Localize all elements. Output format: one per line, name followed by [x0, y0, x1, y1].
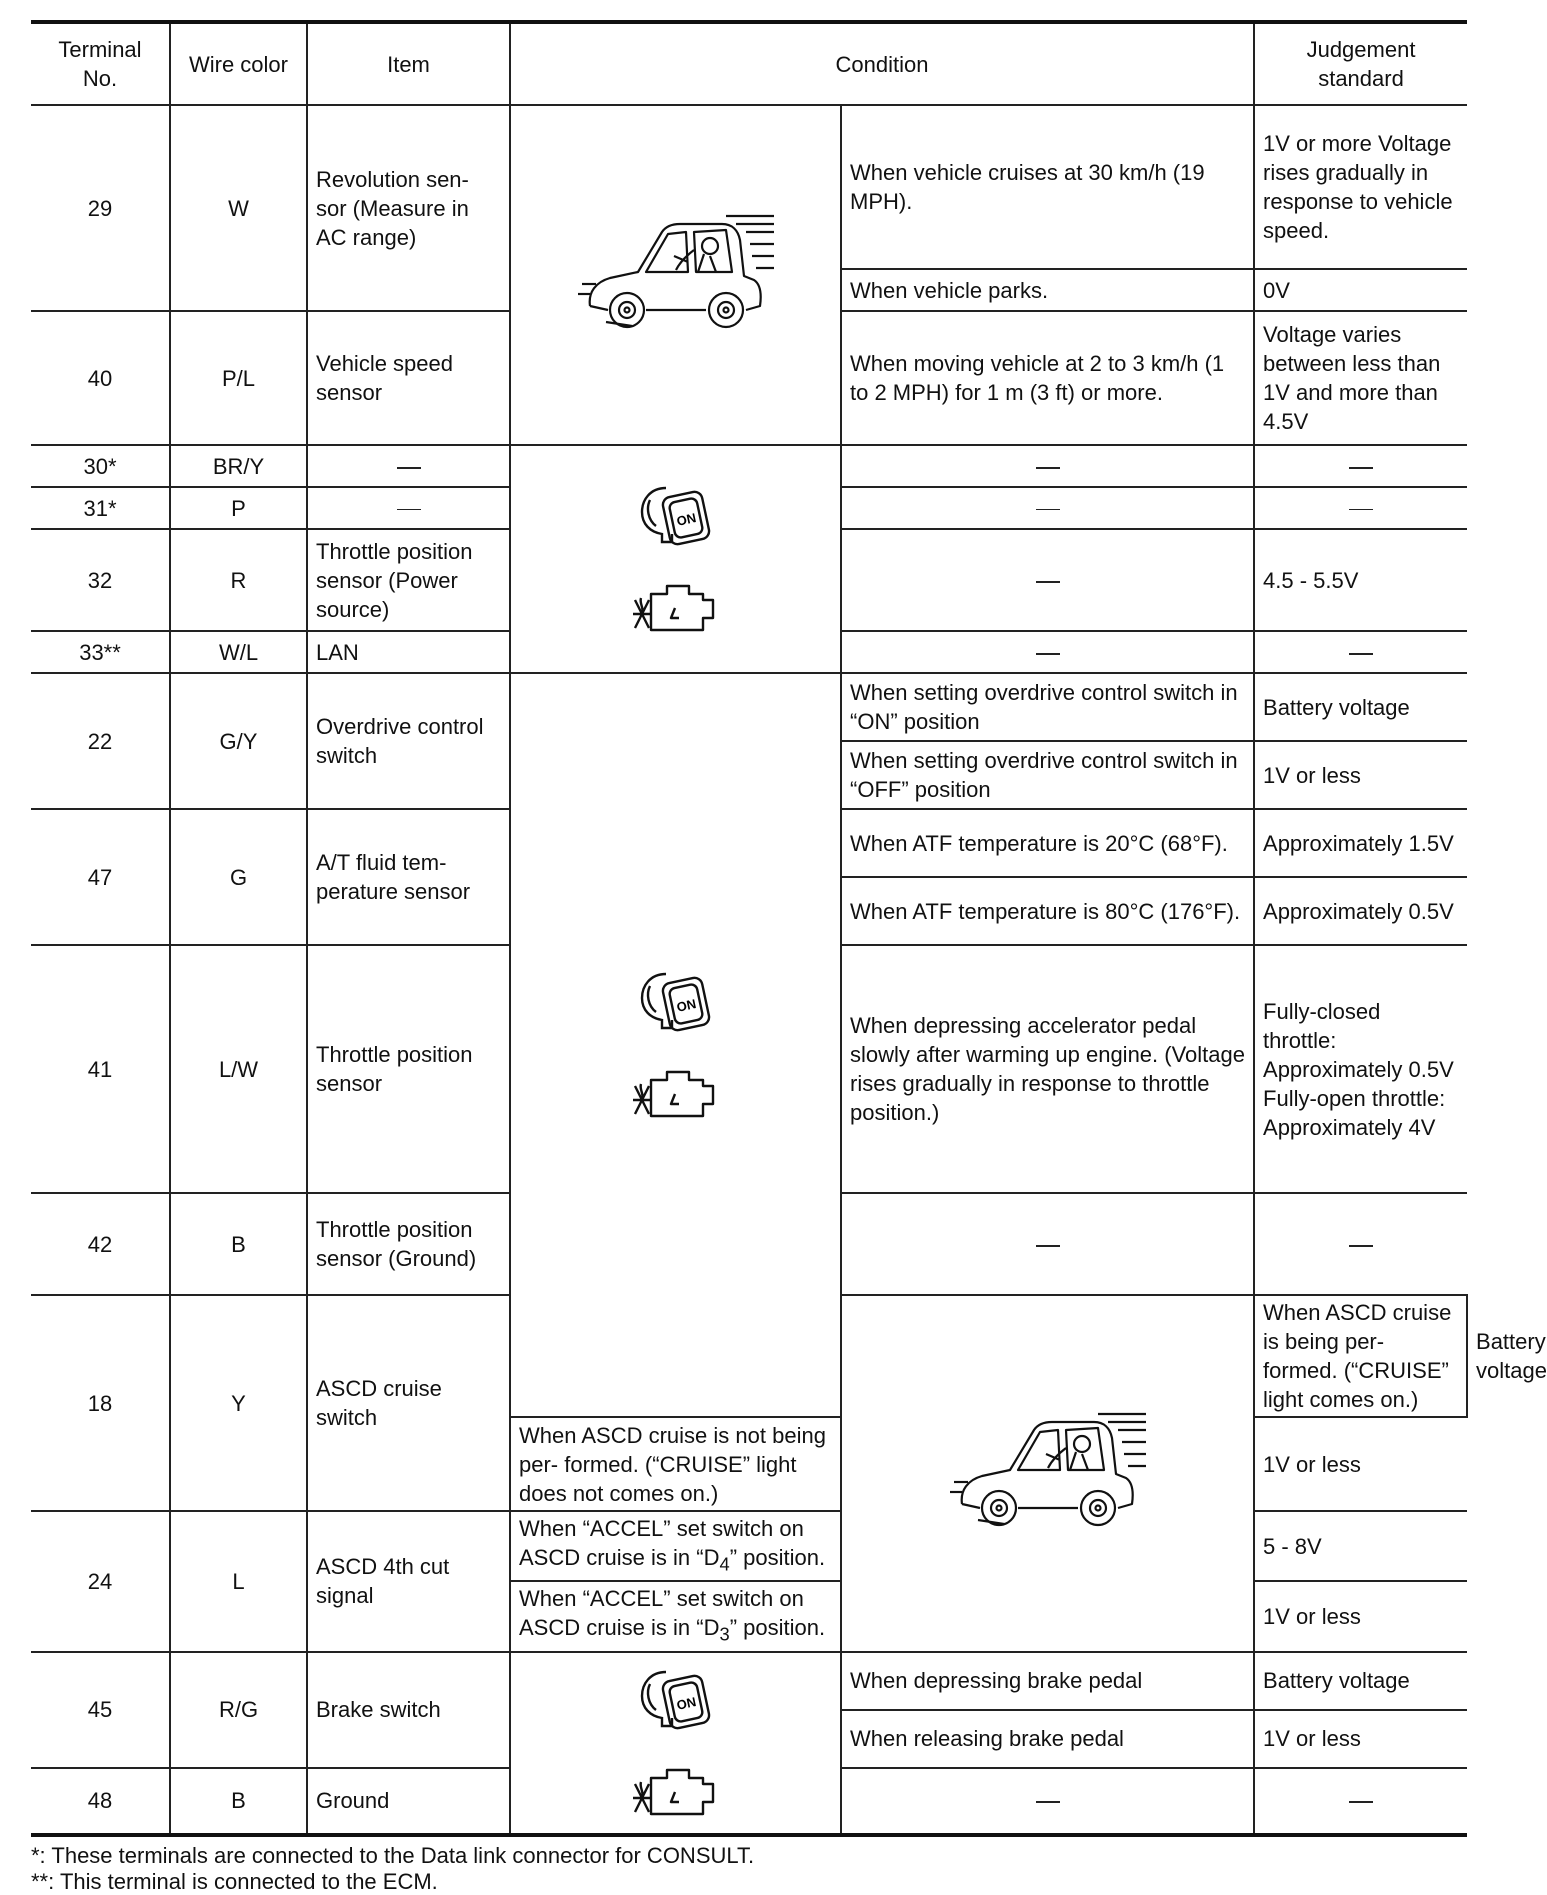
dash-mark	[1036, 581, 1060, 583]
col-header-item: Item	[307, 22, 510, 105]
col-header-wire-color: Wire color	[170, 22, 307, 105]
table-row	[31, 445, 1467, 487]
dash-mark	[1036, 653, 1060, 655]
judgement-cell: Voltage varies between less than 1V and more than 4.5V	[1254, 311, 1467, 445]
condition-cell: When depressing accelerator pedal slowly after warming up engine. (Voltage rises gradually in response to throttle position.)	[841, 945, 1254, 1193]
driving-car-icon	[948, 1408, 1148, 1538]
condition-icon-cell	[510, 1652, 841, 1835]
wire-color-cell: W/L	[170, 631, 307, 673]
wire-color-cell: G/Y	[170, 673, 307, 809]
condition-cell: When ASCD cruise is not being per- formed. (“CRUISE” light does not comes on.)	[510, 1417, 841, 1511]
condition-icon-cell	[510, 445, 841, 673]
judgement-cell: Approximately 1.5V	[1254, 809, 1467, 877]
item-cell: ASCD 4th cut signal	[307, 1511, 510, 1652]
item-cell: Throttle position sensor (Power source)	[307, 529, 510, 631]
condition-icon-cell	[841, 1295, 1254, 1652]
ignition-on-icon	[636, 966, 716, 1036]
terminal-cell: 31*	[31, 487, 170, 529]
judgement-cell	[1254, 1768, 1467, 1835]
terminal-cell: 42	[31, 1193, 170, 1295]
spec-document	[31, 20, 1547, 1895]
footnote: *: These terminals are connected to the Data link connector for CONSULT.	[31, 1842, 755, 1868]
condition-cell	[841, 487, 1254, 529]
condition-cell	[841, 529, 1254, 631]
judgement-cell: 0V	[1254, 269, 1467, 311]
judgement-cell: 1V or less	[1254, 1581, 1467, 1651]
col-header-terminal: Terminal No.	[31, 22, 170, 105]
wire-color-cell: R/G	[170, 1652, 307, 1768]
driving-car-icon	[576, 210, 776, 340]
condition-cell: When releasing brake pedal	[841, 1710, 1254, 1768]
condition-icon-cell	[510, 105, 841, 445]
item-cell: Overdrive control switch	[307, 673, 510, 809]
condition-cell	[841, 1768, 1254, 1835]
condition-icon-cell	[510, 673, 841, 1417]
judgement-cell: 1V or less	[1254, 1417, 1467, 1511]
condition-cell	[510, 1511, 841, 1581]
terminal-cell: 41	[31, 945, 170, 1193]
item-cell: Ground	[307, 1768, 510, 1835]
item-cell	[307, 487, 510, 529]
table-row	[31, 105, 1467, 269]
condition-text: ” position.	[729, 1545, 826, 1570]
dash-mark	[1036, 1801, 1060, 1803]
condition-cell: When vehicle cruises at 30 km/h (19 MPH).	[841, 105, 1254, 269]
terminal-cell: 40	[31, 311, 170, 445]
ignition-on-icon	[636, 1664, 716, 1734]
wire-color-cell: L	[170, 1511, 307, 1652]
dash-mark	[397, 467, 421, 469]
item-cell: Vehicle speed sensor	[307, 311, 510, 445]
terminal-cell: 33**	[31, 631, 170, 673]
footnotes	[31, 1843, 1467, 1895]
wire-color-cell: P	[170, 487, 307, 529]
item-cell: LAN	[307, 631, 510, 673]
dash-mark	[1036, 1245, 1060, 1247]
item-cell	[307, 445, 510, 487]
terminal-cell: 45	[31, 1652, 170, 1768]
condition-text: When “ACCEL” set switch on ASCD cruise is in “D	[519, 1516, 804, 1570]
condition-cell	[841, 631, 1254, 673]
wire-color-cell: R	[170, 529, 307, 631]
item-cell: Brake switch	[307, 1652, 510, 1768]
condition-cell: When setting overdrive control switch in “ON” position	[841, 673, 1254, 741]
dash-mark	[1349, 509, 1373, 510]
terminal-cell: 30*	[31, 445, 170, 487]
judgement-cell	[1254, 631, 1467, 673]
table-row: 18 Y ASCD cruise switch When ASCD cruise is being per- formed. (“CRUISE” light comes on.) Battery voltage	[31, 1295, 1467, 1417]
terminal-cell: 48	[31, 1768, 170, 1835]
wire-color-cell: P/L	[170, 311, 307, 445]
judgement-cell	[1254, 1193, 1467, 1295]
wire-color-cell: BR/Y	[170, 445, 307, 487]
condition-cell: When depressing brake pedal	[841, 1652, 1254, 1710]
item-cell: Throttle position sensor	[307, 945, 510, 1193]
table-row	[31, 673, 1467, 741]
condition-cell: When setting overdrive control switch in “OFF” position	[841, 741, 1254, 809]
condition-cell: When ATF temperature is 20°C (68°F).	[841, 809, 1254, 877]
col-header-condition: Condition	[510, 22, 1254, 105]
judgement-cell: Battery voltage	[1254, 1652, 1467, 1710]
item-cell: Revolution sen- sor (Measure in AC range)	[307, 105, 510, 311]
wire-color-cell: W	[170, 105, 307, 311]
condition-cell: When ATF temperature is 80°C (176°F).	[841, 877, 1254, 945]
wire-color-cell: L/W	[170, 945, 307, 1193]
engine-stopped-icon	[631, 1064, 721, 1124]
dash-mark	[397, 509, 421, 510]
judgement-cell: Approximately 0.5V	[1254, 877, 1467, 945]
judgement-cell: 4.5 - 5.5V	[1254, 529, 1467, 631]
item-cell: ASCD cruise switch	[307, 1295, 510, 1511]
condition-cell: When ASCD cruise is being per- formed. (“CRUISE” light comes on.)	[1254, 1295, 1467, 1417]
terminal-cell: 18	[31, 1295, 170, 1511]
wire-color-cell: G	[170, 809, 307, 945]
condition-cell: When moving vehicle at 2 to 3 km/h (1 to 2 MPH) for 1 m (3 ft) or more.	[841, 311, 1254, 445]
dash-mark	[1349, 467, 1373, 469]
judgement-cell: 5 - 8V	[1254, 1511, 1467, 1581]
dash-mark	[1349, 1245, 1373, 1247]
condition-cell	[841, 445, 1254, 487]
judgement-cell: 1V or less	[1254, 741, 1467, 809]
terminal-cell: 29	[31, 105, 170, 311]
dash-mark	[1349, 653, 1373, 655]
judgement-cell: Fully-closed throttle: Approximately 0.5V Fully-open throttle: Approximately 4V	[1254, 945, 1467, 1193]
dash-mark	[1036, 509, 1060, 510]
dash-mark	[1349, 1801, 1373, 1803]
judgement-cell	[1254, 445, 1467, 487]
header-row	[31, 22, 1467, 105]
terminal-cell: 32	[31, 529, 170, 631]
wire-color-cell: B	[170, 1768, 307, 1835]
condition-cell	[510, 1581, 841, 1651]
condition-cell	[841, 1193, 1254, 1295]
gear-subscript: 3	[719, 1623, 730, 1645]
table-row	[31, 1652, 1467, 1710]
engine-stopped-icon	[631, 578, 721, 638]
dash-mark	[1036, 467, 1060, 469]
judgement-cell: 1V or more Voltage rises gradually in response to vehicle speed.	[1254, 105, 1467, 269]
footnote: **: This terminal is connected to the ECM.	[31, 1868, 438, 1894]
wire-color-cell: Y	[170, 1295, 307, 1511]
ignition-on-icon	[636, 480, 716, 550]
condition-text: When “ACCEL” set switch on ASCD cruise is in “D	[519, 1586, 804, 1641]
terminal-cell: 24	[31, 1511, 170, 1652]
item-cell: Throttle position sensor (Ground)	[307, 1193, 510, 1295]
wire-color-cell: B	[170, 1193, 307, 1295]
item-cell: A/T fluid tem- perature sensor	[307, 809, 510, 945]
condition-text: ” position.	[729, 1615, 826, 1641]
engine-stopped-icon	[631, 1762, 721, 1822]
gear-subscript: 4	[719, 1553, 730, 1575]
terminal-spec-table	[31, 20, 1547, 1837]
terminal-cell: 47	[31, 809, 170, 945]
col-header-judgement: Judgement standard	[1254, 22, 1467, 105]
judgement-cell: 1V or less	[1254, 1710, 1467, 1768]
judgement-cell: Battery voltage	[1254, 673, 1467, 741]
terminal-cell: 22	[31, 673, 170, 809]
condition-cell: When vehicle parks.	[841, 269, 1254, 311]
judgement-cell	[1254, 487, 1467, 529]
